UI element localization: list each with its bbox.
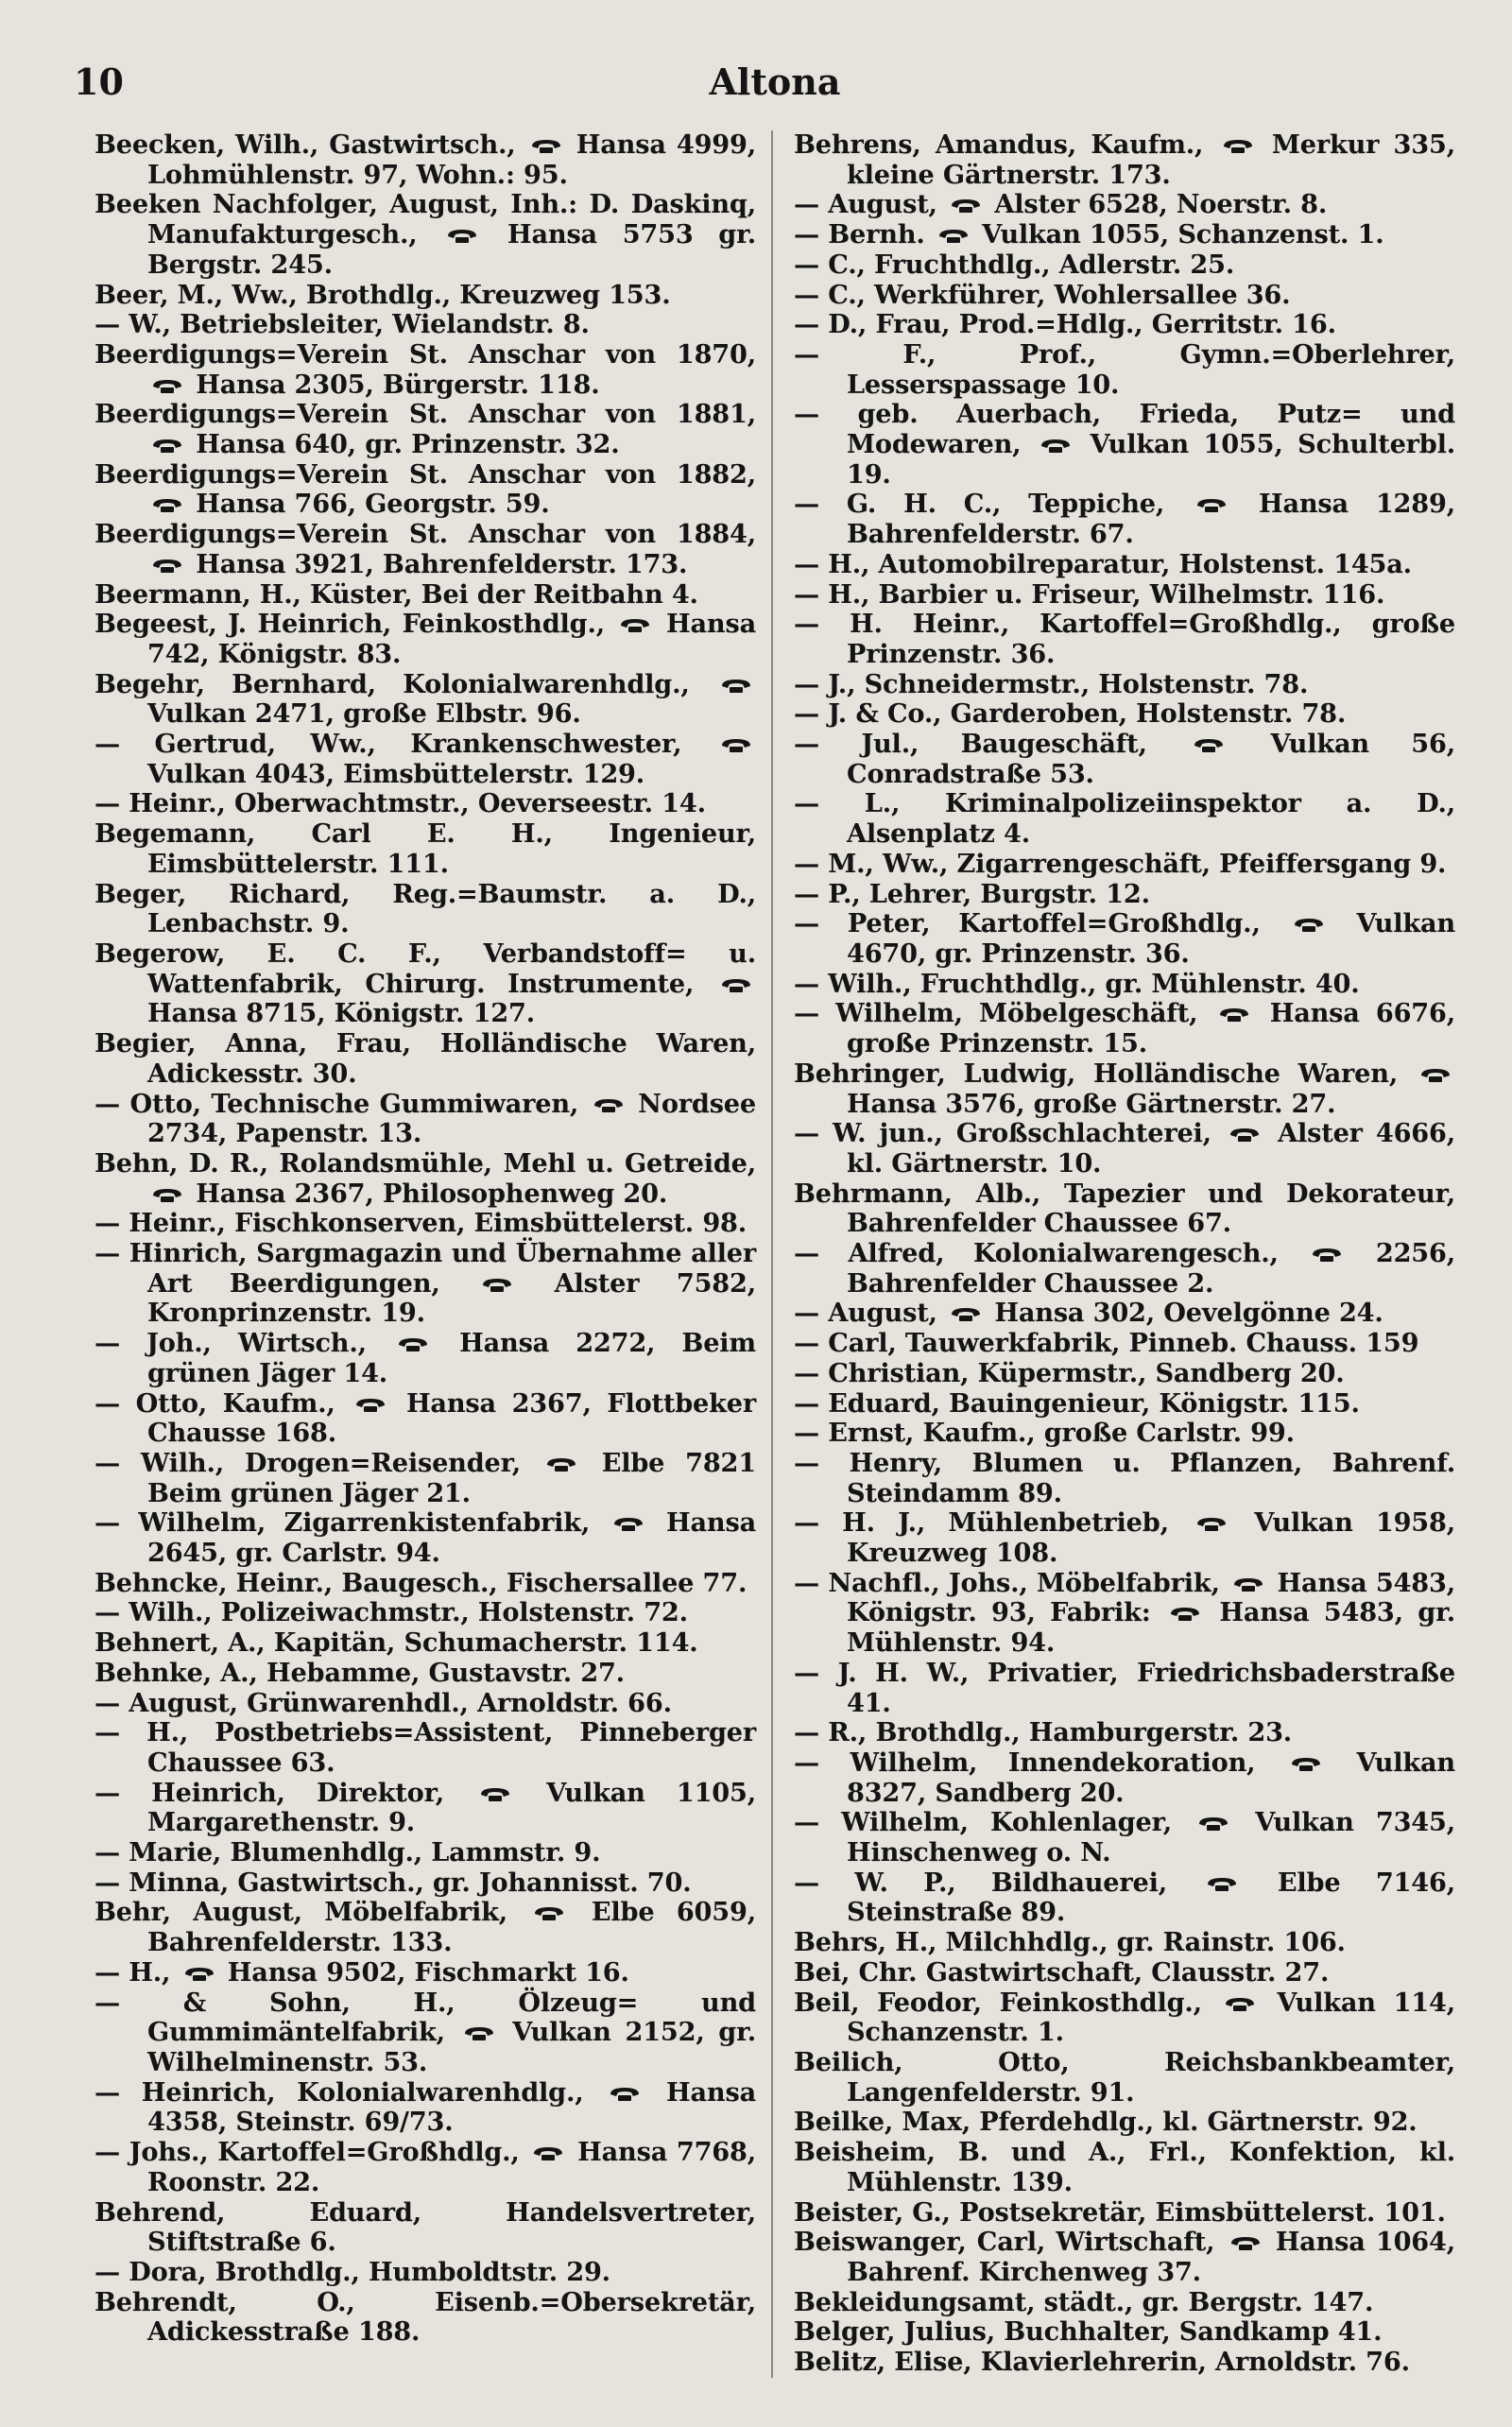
directory-entry: — Carl, Tauwerkfabrik, Pinneb. Chauss. 159 (794, 1328, 1419, 1359)
directory-entry: — Otto, Technische Gummiwaren, Nordsee 2734, Papenstr. 13. (94, 1088, 756, 1149)
telephone-icon (619, 611, 651, 628)
telephone-icon (151, 551, 183, 568)
directory-entry: — geb. Auerbach, Frieda, Putz= und Modewaren, Vulkan 1055, Schulterbl. 19. (794, 399, 1455, 490)
directory-entry: — Gertrud, Ww., Krankenschwester, Vulkan 4043, Eimsbüttelerstr. 129. (94, 730, 756, 789)
directory-entry: Behr, August, Möbelfabrik, Elbe 6059, Bahrenfelderstr. 133. (94, 1897, 756, 1958)
directory-entry: — Heinrich, Kolonialwarenhdlg., Hansa 4358, Steinstr. 69/73. (94, 2076, 756, 2138)
telephone-icon (1193, 731, 1225, 748)
directory-entry: Beiswanger, Carl, Wirtschaft, Hansa 1064, Bahrenf. Kirchenweg 37. (794, 2227, 1455, 2287)
directory-entry: — D., Frau, Prod.=Hdlg., Gerritstr. 16. (794, 309, 1336, 340)
directory-entry: — Wilh., Drogen=Reisender, Elbe 7821 Beim grünen Jäger 21. (94, 1447, 756, 1508)
right-column (771, 130, 1455, 2378)
directory-entry: — Peter, Kartoffel=Großhdlg., Vulkan 4670, gr. Prinzenstr. 36. (794, 908, 1455, 969)
directory-entry: — Joh., Wirtsch., Hansa 2272, Beim grünen Jäger 14. (94, 1328, 756, 1388)
directory-entry: — & Sohn, H., Ölzeug= und Gummimäntelfabrik, Vulkan 2152, gr. Wilhelminenstr. 53. (94, 1987, 757, 2077)
directory-entry: — R., Brothdlg., Hamburgerstr. 23. (794, 1717, 1293, 1748)
telephone-icon (1290, 1749, 1322, 1766)
telephone-icon (463, 2019, 495, 2036)
directory-entry: — Wilh., Polizeiwachmstr., Holstenstr. 72. (94, 1597, 688, 1628)
directory-entry: — Jul., Baugeschäft, Vulkan 56, Conradstraße 53. (794, 729, 1455, 789)
telephone-icon (720, 671, 752, 688)
directory-entry: Behnke, A., Hebamme, Gustavstr. 27. (94, 1657, 625, 1688)
telephone-icon (720, 971, 752, 988)
directory-entry: — J. H. W., Privatier, Friedrichsbaderstraße 41. (794, 1657, 1455, 1718)
telephone-icon (446, 221, 478, 238)
directory-entry: Behn, D. R., Rolandsmühle, Mehl u. Getreide, Hansa 2367, Philosophenweg 20. (94, 1147, 756, 1209)
telephone-icon (1224, 1989, 1256, 2006)
directory-entry: Beecken, Wilh., Gastwirtsch., Hansa 4999, Lohmühlenstr. 97, Wohn.: 95. (94, 129, 756, 190)
directory-entry: — Marie, Blumenhdlg., Lammstr. 9. (94, 1837, 601, 1868)
telephone-icon (533, 1899, 565, 1916)
directory-entry: — H., Automobilreparatur, Holstenst. 145a. (794, 548, 1412, 579)
telephone-icon (397, 1330, 429, 1347)
directory-entry: — C., Werkführer, Wohlersallee 36. (794, 279, 1291, 310)
telephone-icon (1197, 1809, 1229, 1826)
directory-entry: — H., Postbetriebs=Assistent, Pinneberger Chaussee 63. (94, 1717, 756, 1778)
directory-entry: Beger, Richard, Reg.=Baumstr. a. D., Lenbachstr. 9. (94, 878, 756, 939)
directory-entry: — Ernst, Kaufm., große Carlstr. 99. (794, 1418, 1295, 1449)
telephone-icon (1040, 431, 1072, 448)
telephone-icon (151, 371, 183, 388)
directory-entry: Beerdigungs=Verein St. Anschar von 1881, Hansa 640, gr. Prinzenstr. 32. (94, 399, 756, 460)
telephone-icon (1222, 131, 1254, 148)
directory-entry: — Heinrich, Direktor, Vulkan 1105, Margarethenstr. 9. (94, 1777, 756, 1838)
telephone-icon (1293, 910, 1325, 927)
directory-entry: Behrmann, Alb., Tapezier und Dekorateur, Bahrenfelder Chaussee 67. (794, 1178, 1455, 1239)
directory-entry: Beilich, Otto, Reichsbankbeamter, Langenfelderstr. 91. (794, 2047, 1455, 2108)
directory-entry: — Dora, Brothdlg., Humboldtstr. 29. (94, 2256, 610, 2287)
telephone-icon (1195, 491, 1228, 508)
telephone-icon (1232, 1570, 1264, 1587)
directory-columns (94, 130, 1455, 2378)
directory-entry: — Heinr., Oberwachtmstr., Oeverseestr. 14. (94, 788, 706, 819)
directory-entry: — Wilh., Fruchthdlg., gr. Mühlenstr. 40. (794, 968, 1360, 999)
directory-entry: — G. H. C., Teppiche, Hansa 1289, Bahrenfelderstr. 67. (794, 489, 1455, 550)
telephone-icon (479, 1780, 511, 1797)
directory-entry: — Otto, Kaufm., Hansa 2367, Flottbeker Chausse 168. (94, 1387, 756, 1449)
telephone-icon (1169, 1599, 1201, 1616)
directory-entry: Begemann, Carl E. H., Ingenieur, Eimsbüttelerstr. 111. (94, 818, 756, 879)
telephone-icon (1206, 1869, 1238, 1886)
directory-entry: — August, Alster 6528, Noerstr. 8. (794, 189, 1328, 220)
directory-entry: Beil, Feodor, Feinkosthdlg., Vulkan 114, Schanzenstr. 1. (794, 1987, 1455, 2048)
telephone-icon (183, 1959, 215, 1976)
directory-entry: Bekleidungsamt, städt., gr. Bergstr. 147. (794, 2286, 1374, 2317)
telephone-icon (530, 131, 562, 148)
directory-entry: — L., Kriminalpolizeiinspektor a. D., Alsenplatz 4. (794, 788, 1455, 850)
telephone-icon (1419, 1060, 1452, 1077)
directory-entry: Beister, G., Postsekretär, Eimsbüttelerst. 101. (794, 2196, 1446, 2228)
directory-entry: — W., Betriebsleiter, Wielandstr. 8. (94, 309, 590, 340)
directory-entry: — Christian, Küpermstr., Sandberg 20. (794, 1357, 1345, 1388)
directory-entry: — H. Heinr., Kartoffel=Großhdlg., große Prinzenstr. 36. (794, 609, 1455, 669)
telephone-icon (937, 221, 970, 238)
telephone-icon (720, 731, 752, 748)
directory-entry: Beisheim, B. und A., Frl., Konfektion, kl. Mühlenstr. 139. (794, 2137, 1455, 2197)
directory-entry: Belger, Julius, Buchhalter, Sandkamp 41. (794, 2316, 1383, 2348)
directory-entry: Belitz, Elise, Klavierlehrerin, Arnoldstr. 76. (794, 2347, 1410, 2378)
page-title: Altona (709, 60, 841, 103)
directory-entry: Beeken Nachfolger, August, Inh.: D. Daskinq, Manufakturgesch., Hansa 5753 gr. Bergstr. 245. (94, 189, 757, 280)
directory-entry: Beerdigungs=Verein St. Anschar von 1882, Hansa 766, Georgstr. 59. (94, 458, 756, 520)
directory-entry: Bei, Chr. Gastwirtschaft, Clausstr. 27. (794, 1956, 1330, 1988)
telephone-icon (609, 2079, 641, 2096)
directory-entry: Begier, Anna, Frau, Holländische Waren, Adickesstr. 30. (94, 1028, 756, 1089)
telephone-icon (593, 1091, 625, 1108)
directory-entry: — M., Ww., Zigarrengeschäft, Pfeiffersgang 9. (794, 848, 1447, 879)
telephone-icon (1195, 1509, 1228, 1526)
directory-entry: — F., Prof., Gymn.=Oberlehrer, Lesserspassage 10. (794, 338, 1455, 400)
page-header (74, 57, 1455, 123)
directory-entry: — H., Hansa 9502, Fischmarkt 16. (94, 1956, 629, 1988)
directory-entry: Behrend, Eduard, Handelsvertreter, Stiftstraße 6. (94, 2196, 756, 2258)
directory-entry: — H., Barbier u. Friseur, Wilhelmstr. 116. (794, 578, 1385, 610)
page-number: 10 (74, 60, 124, 103)
directory-entry: Behrendt, O., Eisenb.=Obersekretär, Adickesstraße 188. (94, 2286, 756, 2348)
telephone-icon (151, 1180, 183, 1197)
directory-entry: — C., Fruchthdlg., Adlerstr. 25. (794, 249, 1235, 280)
telephone-icon (1229, 2229, 1262, 2246)
directory-entry: Begeest, J. Heinrich, Feinkosthdlg., Hansa 742, Königstr. 83. (94, 609, 756, 669)
telephone-icon (1218, 1000, 1250, 1017)
directory-entry: Behncke, Heinr., Baugesch., Fischersallee 77. (94, 1567, 747, 1598)
directory-entry: — Wilhelm, Zigarrenkistenfabrik, Hansa 2645, gr. Carlstr. 94. (94, 1507, 756, 1569)
directory-entry: Behringer, Ludwig, Holländische Waren, Hansa 3576, große Gärtnerstr. 27. (794, 1059, 1455, 1119)
directory-entry: — Bernh. Vulkan 1055, Schanzenst. 1. (794, 219, 1384, 250)
directory-entry: Behnert, A., Kapitän, Schumacherstr. 114. (94, 1627, 698, 1659)
telephone-icon (612, 1509, 644, 1526)
directory-entry: — Wilhelm, Innendekoration, Vulkan 8327, Sandberg 20. (794, 1747, 1455, 1808)
directory-entry: — Wilhelm, Möbelgeschäft, Hansa 6676, große Prinzenstr. 15. (794, 998, 1455, 1059)
directory-entry: — Minna, Gastwirtsch., gr. Johannisst. 70. (94, 1867, 692, 1898)
directory-entry: — Henry, Blumen u. Pflanzen, Bahrenf. Steindamm 89. (794, 1447, 1455, 1508)
directory-entry: — W. jun., Großschlachterei, Alster 4666, kl. Gärtnerstr. 10. (794, 1118, 1455, 1179)
telephone-icon (950, 1300, 982, 1317)
directory-entry: — Eduard, Bauingenieur, Königstr. 115. (794, 1387, 1360, 1419)
telephone-icon (481, 1270, 513, 1287)
telephone-icon (151, 431, 183, 448)
directory-entry: — W. P., Bildhauerei, Elbe 7146, Steinstraße 89. (794, 1867, 1455, 1928)
directory-entry: — Heinr., Fischkonserven, Eimsbüttelerst. 98. (94, 1208, 747, 1239)
directory-entry: Behrens, Amandus, Kaufm., Merkur 335, kleine Gärtnerstr. 173. (794, 129, 1455, 190)
telephone-icon (532, 2139, 564, 2156)
directory-entry: — Wilhelm, Kohlenlager, Vulkan 7345, Hinschenweg o. N. (794, 1807, 1455, 1868)
directory-entry: — H. J., Mühlenbetrieb, Vulkan 1958, Kreuzweg 108. (794, 1507, 1455, 1569)
directory-entry: Behrs, H., Milchhdlg., gr. Rainstr. 106. (794, 1927, 1346, 1958)
telephone-icon (950, 191, 982, 208)
telephone-icon (545, 1450, 577, 1467)
directory-entry: — J., Schneidermstr., Holstenstr. 78. (794, 668, 1309, 699)
directory-entry: — Hinrich, Sargmagazin und Übernahme aller Art Beerdigungen, Alster 7582, Kronprinzenstr. 19. (94, 1238, 756, 1329)
directory-entry: — P., Lehrer, Burgstr. 12. (794, 878, 1150, 909)
directory-entry: Beer, M., Ww., Brothdlg., Kreuzweg 153. (94, 279, 671, 310)
telephone-icon (354, 1390, 387, 1407)
directory-entry: Beilke, Max, Pferdehdlg., kl. Gärtnerstr. 92. (794, 2107, 1418, 2138)
directory-entry: — Johs., Kartoffel=Großhdlg., Hansa 7768, Roonstr. 22. (94, 2137, 756, 2197)
telephone-icon (1228, 1120, 1261, 1137)
directory-entry: — Alfred, Kolonialwarengesch., 2256, Bahrenfelder Chaussee 2. (794, 1238, 1455, 1299)
directory-entry: Begehr, Bernhard, Kolonialwarenhdlg., Vulkan 2471, große Elbstr. 96. (94, 670, 756, 730)
directory-entry: — August, Grünwarenhdl., Arnoldstr. 66. (94, 1687, 672, 1718)
directory-entry: Beermann, H., Küster, Bei der Reitbahn 4. (94, 578, 698, 610)
directory-entry: — J. & Co., Garderoben, Holstenstr. 78. (794, 698, 1347, 730)
directory-entry: Beerdigungs=Verein St. Anschar von 1870, Hansa 2305, Bürgerstr. 118. (94, 338, 756, 400)
telephone-icon (1311, 1240, 1343, 1257)
directory-entry: — August, Hansa 302, Oevelgönne 24. (794, 1298, 1383, 1329)
directory-entry: — Nachfl., Johs., Möbelfabrik, Hansa 5483, Königstr. 93, Fabrik: Hansa 5483, gr. Mühlenstr. 94. (794, 1567, 1455, 1659)
directory-entry: Beerdigungs=Verein St. Anschar von 1884, Hansa 3921, Bahrenfelderstr. 173. (94, 519, 756, 579)
directory-entry: Begerow, E. C. F., Verbandstoff= u. Wattenfabrik, Chirurg. Instrumente, Hansa 8715, Königstr. 127. (94, 938, 756, 1029)
left-column (94, 130, 756, 2378)
telephone-icon (151, 491, 183, 508)
